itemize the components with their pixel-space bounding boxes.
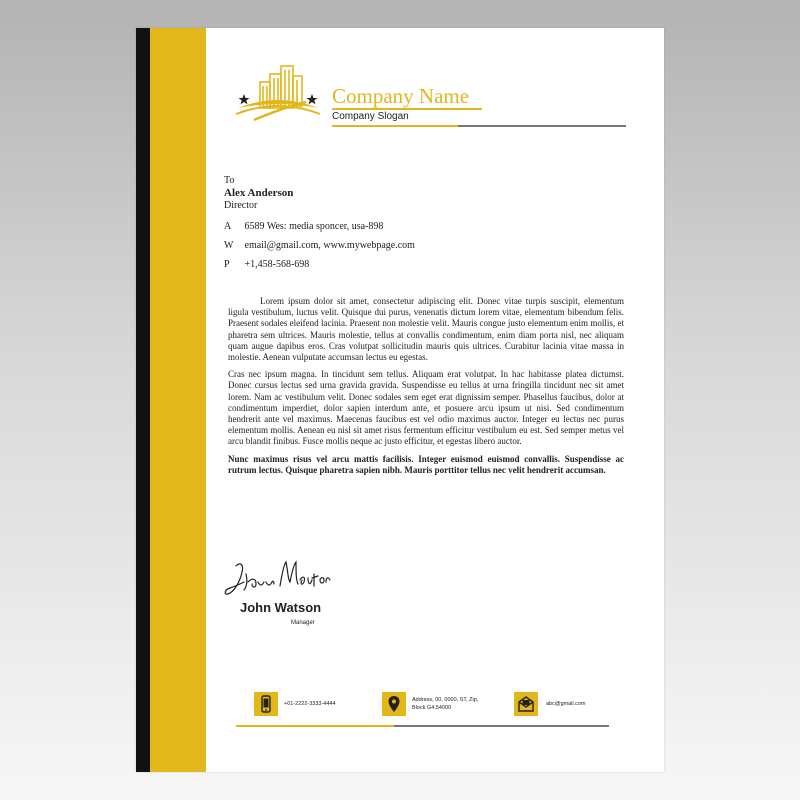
recipient-name: Alex Anderson [224,187,294,199]
contact-key: P [224,259,230,270]
black-side-bar [136,28,150,772]
phone-icon [254,692,278,716]
signer-name: John Watson [240,600,322,615]
contact-key: A [224,221,232,232]
contact-row-address [224,221,383,232]
body-paragraph: Cras nec ipsum magna. In tincidunt sem tellus. Aliquam erat volutpat. In hac habitasse platea dictumst. Donec cursus lectus sed urna gravida gravida. Suspendisse eu tellus at urna fringilla tincidunt nec sit amet lorem. Nam ac vestibulum velit. Donec sodales sem eget erat dignissim semper. Phasellus faucibus, dolor at condimentum imperdiet, dolor sapien interdum ante, et posuere arcu ipsum ut nisi. Sed condimentum hendrerit ante vel maximus. Maecenas faucibus est vel odio maximus auctor. Integer eu lectus nec purus elementum mollis. Aenean eu nisl sit amet risus fermentum efficitur vestibulum eu est. Sed semper metus vel arcu blandit finibus. Fusce mollis neque ac justo efficitur, et egestas libero auctor. [228,369,624,447]
contact-value: email@gmail.com, www.mywebpage.com [244,240,415,251]
company-name-underline [332,108,482,110]
building-logo-icon [232,62,324,124]
to-label: To [224,175,235,186]
contact-key: W [224,240,234,251]
handwritten-signature [222,552,332,602]
header-rule-yellow [332,125,458,127]
footer-email-text: abc@gmail.com [546,701,586,707]
letter-body [228,296,624,482]
letterhead-page [136,28,664,772]
yellow-side-bar [150,28,206,772]
company-name: Company Name [332,84,470,108]
signer-title: Manager [291,620,315,626]
body-paragraph: Nunc maximus risus vel arcu mattis facilisis. Integer euismod euismod convallis. Suspendisse ac rutrum lectus. Quisque pharetra sapien nibh. Mauris porttitor tellus nec velit hendrerit accumsan. [228,453,624,475]
footer-address-line1: Address, 00, 0000, ST, Zip, [412,697,479,703]
location-pin-icon [382,692,406,716]
footer-rule-yellow [236,725,394,727]
contact-row-web [224,240,415,251]
footer-address-line2: Block G4,54000 [412,704,452,711]
body-paragraph: Lorem ipsum dolor sit amet, consectetur adipiscing elit. Donec vitae turpis suscipit, elementum ligula vestibulum, luctus velit. Quisque dui purus, venenatis dictum lorem vitae, elementum bibendum felis. Praesent sodales eleifend lacinia. Praesent non molestie velit. Mauris congue justo elementum enim mollis, et pharetra sem ultrices. Mauris molestie, tellus at convallis condimentum, enim diam porta nisl, nec aliquam quam augue dapibus eros. Cras volutpat sollicitudin mauris quis ultrices. Curabitur lacinia vitae massa in molestie. Aenean vulputate accumsan lectus eu egestas. [228,296,624,363]
company-slogan: Company Slogan [332,111,409,122]
envelope-icon [514,692,538,716]
contact-row-phone [224,259,309,270]
contact-value: 6589 Wes: media sponcer, usa-898 [244,221,384,232]
recipient-title: Director [224,200,258,211]
recipient-block [224,175,293,212]
footer-address-text [412,697,478,712]
contact-value: +1,458-568-698 [244,259,310,270]
footer-rule-gray [394,725,609,727]
header-rule-gray [458,125,626,127]
footer-phone-text: +01-2222-3333-4444 [284,701,336,707]
